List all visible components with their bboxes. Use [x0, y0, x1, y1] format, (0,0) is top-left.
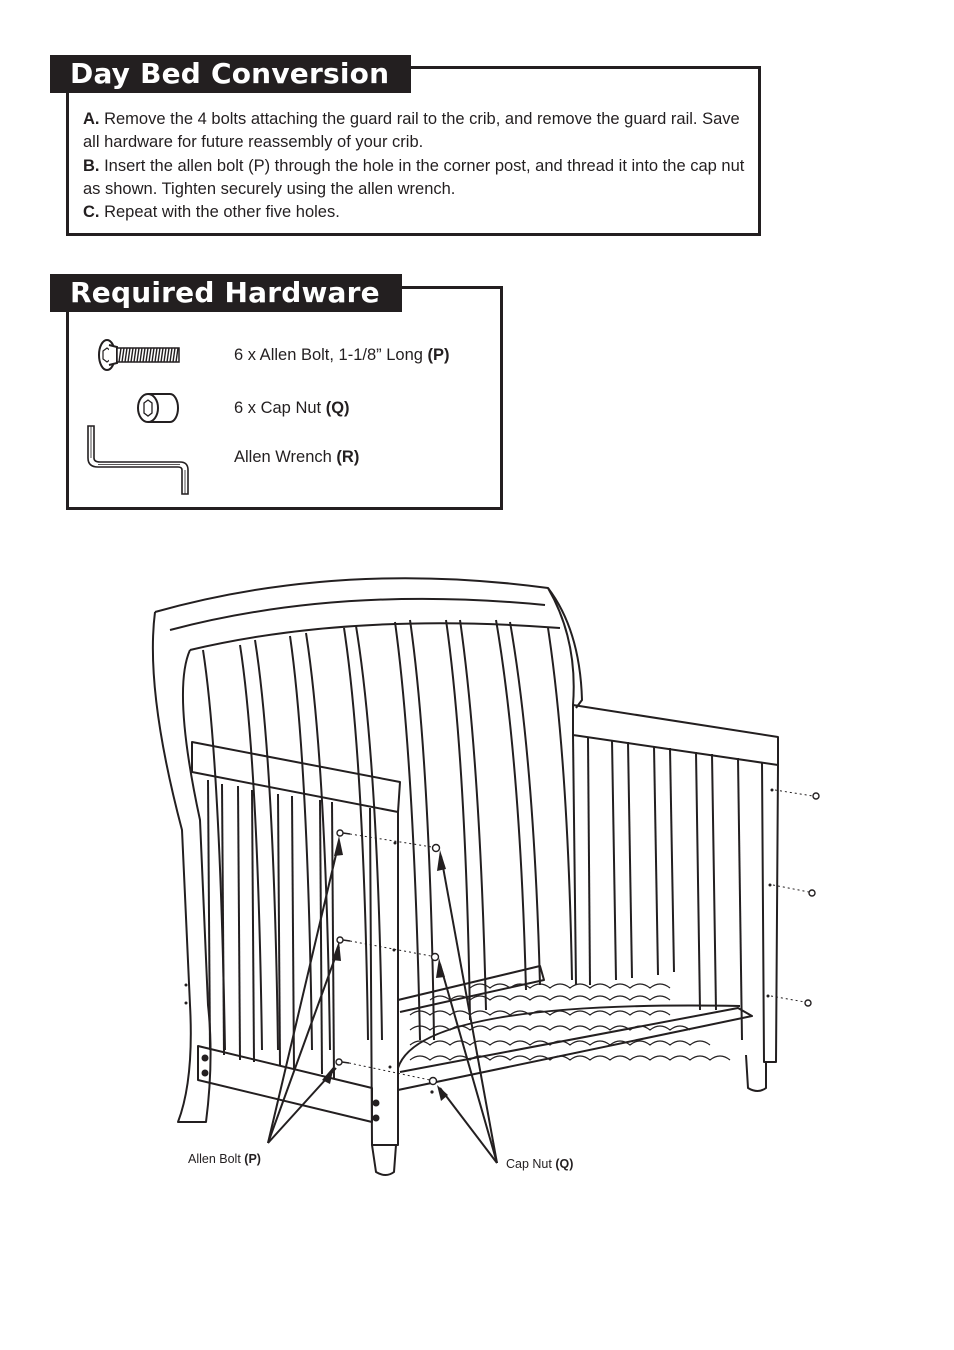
hardware-item-wrench: Allen Wrench (R): [234, 448, 360, 466]
hardware-item-bolt: 6 x Allen Bolt, 1-1/8” Long (P): [234, 346, 450, 364]
callout-allen-bolt: Allen Bolt (P): [188, 1152, 261, 1166]
bottom-rail: [198, 1046, 372, 1122]
step-c: C. Repeat with the other five holes.: [83, 203, 340, 222]
step-a: A. Remove the 4 bolts attaching the guard rail to the crib, and remove the guard rail. Save all hardware for future reassembly of your crib.: [83, 110, 740, 152]
spring-base: [398, 1008, 752, 1090]
hardware-item-nut: 6 x Cap Nut (Q): [234, 399, 350, 417]
step-b: B. Insert the allen bolt (P) through the hole in the corner post, and thread it into the cap nut as shown. Tighten securely using the allen wrench.: [83, 156, 745, 198]
front-arm-rail: [192, 742, 400, 812]
conversion-title: Day Bed Conversion: [50, 55, 411, 93]
hardware-title: Required Hardware: [50, 274, 402, 312]
right-side-panel: [573, 705, 778, 765]
callout-cap-nut: Cap Nut (Q): [506, 1157, 574, 1171]
